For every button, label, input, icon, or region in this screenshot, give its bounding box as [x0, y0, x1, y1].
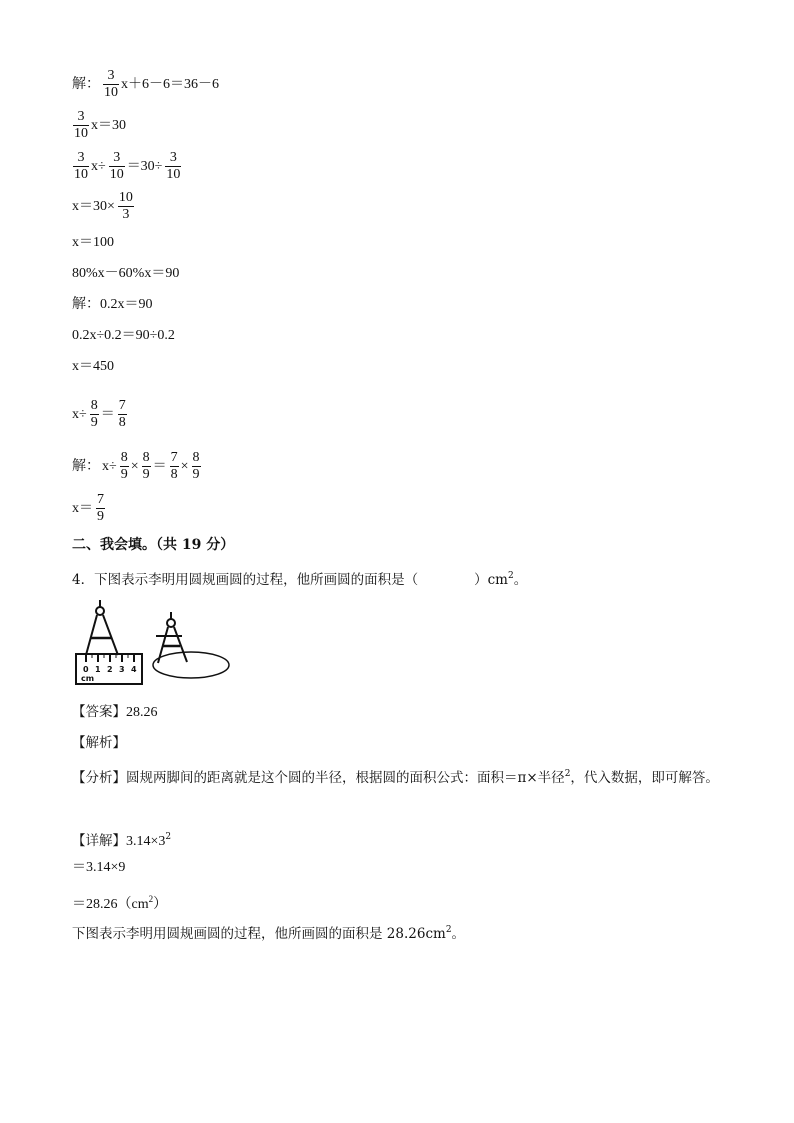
- fraction: $\frac{7}{8}$: [118, 398, 126, 430]
- conclusion-line: 下图表示李明用圆规画圆的过程，他所画圆的面积是 $28.26cm^2$。: [72, 925, 466, 942]
- equation-line-10: [72, 398, 129, 431]
- analysis-text: 【分析】圆规两脚间的距离就是这个圆的半径，根据圆的面积公式：面积＝π×半径$^2$，代入数据，即可解答。: [72, 769, 719, 786]
- solution-label: 解：: [72, 458, 100, 474]
- equation-line-6: 80%x－60%x＝90: [72, 266, 180, 281]
- equation-line-8: 0.2x÷0.2＝90÷0.2: [72, 328, 175, 343]
- compass-icon: [86, 600, 118, 655]
- equation-text: x＝: [72, 500, 93, 516]
- fraction: $\frac{8}{9}$: [120, 450, 128, 482]
- compass-figure: [74, 598, 244, 690]
- equation-text: x÷: [102, 458, 117, 474]
- section-title: 二、我会填。（共 19 分）: [72, 537, 235, 553]
- equation-text: ＝: [152, 458, 167, 474]
- equation-text: x＝30: [91, 117, 126, 133]
- equation-text: x÷: [91, 158, 106, 174]
- fraction: $\frac{3}{10}$: [166, 150, 181, 182]
- fraction: $\frac{7}{9}$: [97, 492, 104, 524]
- ruler-unit-label: cm: [81, 674, 95, 683]
- equation-text: x＋6－6＝36－6: [121, 76, 219, 92]
- equation-line-4: [72, 190, 136, 223]
- detail-line-3: $=28.26(cm^2)$: [72, 894, 168, 912]
- answer-value: 28.26: [126, 705, 158, 720]
- equation-text: ＝: [100, 406, 115, 422]
- equation-text: x÷: [72, 406, 87, 422]
- equation-text: ×: [130, 458, 139, 474]
- compass-icon: [156, 612, 187, 663]
- answer-line: [72, 702, 158, 723]
- equation-line-7: 解：0.2x＝90: [72, 297, 153, 312]
- equation-line-11: [72, 450, 203, 483]
- equation-line-9: x＝450: [72, 359, 114, 374]
- equation-text: ＝30÷: [126, 158, 163, 174]
- ruler-tick-label: 0: [83, 665, 89, 674]
- analysis-label: 【解析】: [72, 735, 126, 751]
- fraction: $\frac{8}{9}$: [90, 398, 98, 430]
- detail-line-1: 【详解】$3.14\times 3^2$: [72, 832, 172, 849]
- fraction: $\frac{3}{10}$: [109, 150, 124, 182]
- equation-line-2: [72, 107, 128, 142]
- equation-text: ×: [180, 458, 189, 474]
- ruler-labels: [81, 665, 137, 683]
- ruler-tick-label: 1: [95, 665, 101, 674]
- question-4-text: 4．下图表示李明用圆规画圆的过程，他所画圆的面积是（ ）$cm^2$。: [72, 571, 528, 588]
- detail-line-2: ＝3.14×9: [72, 860, 126, 875]
- drawn-circle: [153, 652, 229, 678]
- equation-line-1: [72, 68, 221, 101]
- answer-label: 【答案】: [72, 704, 126, 720]
- ruler-tick-label: 2: [107, 665, 113, 674]
- solution-label: 解：: [72, 76, 100, 92]
- fraction: $\frac{8}{9}$: [142, 450, 150, 482]
- fraction: $\frac{8}{9}$: [192, 450, 200, 482]
- fraction: $\frac{3}{10}$: [74, 150, 88, 182]
- equation-line-12: [72, 492, 107, 525]
- equation-line-3: [72, 148, 183, 183]
- fraction: $\frac{3}{10}$: [104, 68, 118, 100]
- ruler-tick-label: 3: [119, 665, 125, 674]
- equation-line-5: x＝100: [72, 235, 114, 250]
- fraction: $\frac{10}{3}$: [118, 190, 133, 222]
- equation-text: x＝30×: [72, 198, 115, 214]
- ruler-tick-label: 4: [131, 665, 137, 674]
- fraction: $\frac{7}{8}$: [170, 450, 178, 482]
- fraction: $\frac{3}{10}$: [74, 109, 88, 141]
